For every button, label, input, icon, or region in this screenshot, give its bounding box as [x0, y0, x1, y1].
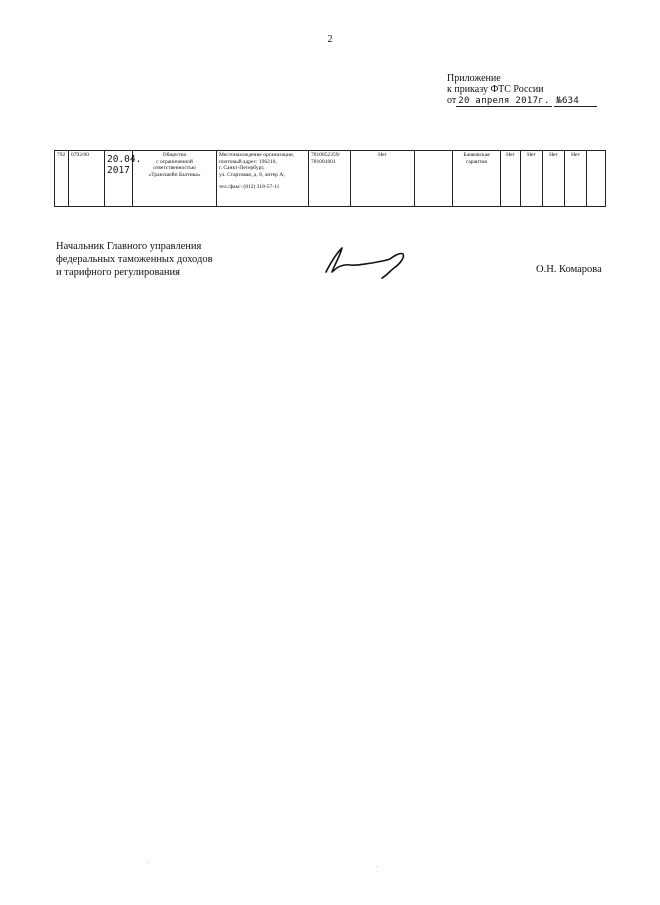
cell-col-g — [587, 151, 606, 207]
registry-table — [54, 150, 606, 207]
inn-line: 7810852359/ — [311, 152, 341, 158]
appendix-number: №634 — [554, 96, 597, 107]
date-line-1: 20.04. — [107, 154, 142, 165]
signatory-title — [56, 240, 213, 279]
phone-line: тел./факс: (812) 318-57-11 — [219, 184, 280, 190]
appendix-date-line — [447, 95, 597, 107]
signatory-name: О.Н. Комарова — [536, 264, 602, 275]
cell-col-d: Нет — [521, 151, 543, 207]
scan-speck — [147, 862, 148, 863]
cell-col-f: Нет — [565, 151, 587, 207]
cell-row-number: 792 — [55, 151, 69, 207]
kpp-line: 781001001 — [311, 158, 336, 165]
appendix-date-prefix: от — [447, 95, 457, 106]
cell-inn-kpp — [309, 151, 351, 207]
date-line-2: 2017 — [107, 165, 130, 176]
org-line: с ограниченной — [156, 158, 193, 165]
address-line: ул. Стартовая, д. 8, литер А; — [219, 171, 285, 178]
guarantee-line: Банковская — [463, 152, 490, 158]
page-number: 2 — [327, 34, 333, 45]
handwritten-signature — [320, 242, 410, 280]
cell-col-a: Нет — [351, 151, 415, 207]
cell-date — [105, 151, 142, 207]
cell-col-b — [415, 151, 453, 207]
cell-guarantee — [453, 151, 501, 207]
address-line: г. Санкт-Петербург, — [219, 165, 265, 171]
address-line: почтовый адрес: 196210, — [219, 158, 277, 165]
signatory-title-line: федеральных таможенных доходов — [56, 254, 213, 265]
org-line: ответственностью — [153, 165, 196, 171]
org-line: Общество — [162, 152, 187, 158]
appendix-order-ref: к приказу ФТС России — [447, 84, 544, 95]
cell-registry-number: 0792/00 — [69, 151, 105, 207]
cell-col-e: Нет — [543, 151, 565, 207]
guarantee-line: гарантия — [466, 158, 487, 165]
org-line: «Трансшейп Балтика» — [148, 171, 201, 178]
signatory-title-line: Начальник Главного управления — [56, 241, 202, 252]
scan-speck — [377, 866, 378, 867]
address-line: Местонахождение организации, — [219, 152, 295, 158]
appendix-header — [447, 73, 597, 107]
appendix-title: Приложение — [447, 73, 501, 84]
cell-address — [217, 151, 309, 207]
table-row — [55, 151, 606, 207]
cell-col-c: Нет — [501, 151, 521, 207]
signatory-title-line: и тарифного регулирования — [56, 267, 180, 278]
cell-organization — [133, 151, 217, 207]
appendix-date: 20 апреля 2017г. — [458, 96, 550, 106]
